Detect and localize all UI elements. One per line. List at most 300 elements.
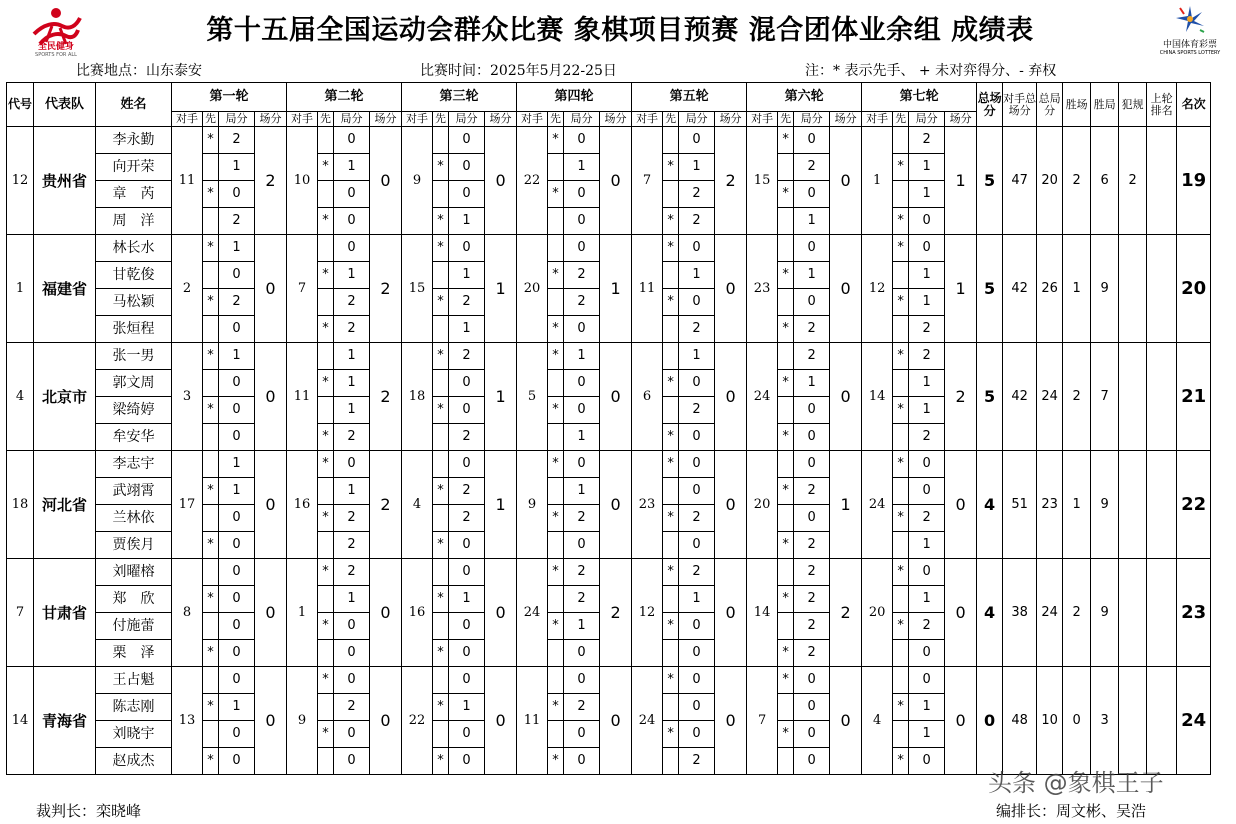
- previous-rank: [1147, 667, 1177, 775]
- game-score: 2: [334, 316, 370, 343]
- opponent-code: 24: [862, 451, 893, 559]
- first-move-mark: *: [433, 478, 449, 505]
- first-move-mark: [893, 640, 909, 667]
- total-game-score: 24: [1037, 343, 1063, 451]
- header-wins-game: 胜局: [1091, 83, 1119, 127]
- game-score: 1: [909, 370, 945, 397]
- header-round-5: 第五轮: [632, 83, 747, 112]
- match-score: 0: [830, 127, 862, 235]
- first-move-mark: *: [433, 289, 449, 316]
- total-game-score: 26: [1037, 235, 1063, 343]
- first-move-mark: [203, 262, 219, 289]
- first-move-mark: [433, 262, 449, 289]
- game-score: 0: [794, 424, 830, 451]
- first-move-mark: [318, 694, 334, 721]
- table-header: [7, 83, 1211, 127]
- table-row: [7, 127, 1211, 154]
- first-move-mark: [663, 397, 679, 424]
- game-score: 2: [909, 613, 945, 640]
- first-move-mark: [203, 721, 219, 748]
- page-header: [0, 0, 1236, 82]
- player-name: 向开荣: [96, 154, 172, 181]
- opponent-code: 12: [632, 559, 663, 667]
- game-score: 0: [449, 721, 485, 748]
- header-opponent: 对手: [862, 112, 893, 127]
- game-score: 2: [794, 343, 830, 370]
- header-match-score: 场分: [485, 112, 517, 127]
- game-score: 0: [679, 640, 715, 667]
- first-move-mark: *: [548, 748, 564, 775]
- game-score: 1: [449, 694, 485, 721]
- game-score: 2: [334, 532, 370, 559]
- match-score: 2: [370, 343, 402, 451]
- header-round-3: 第三轮: [402, 83, 517, 112]
- game-score: 0: [564, 127, 600, 154]
- opponent-code: 22: [517, 127, 548, 235]
- game-score: 1: [334, 397, 370, 424]
- first-move-mark: [893, 370, 909, 397]
- first-move-mark: *: [433, 586, 449, 613]
- first-move-mark: *: [663, 370, 679, 397]
- match-score: 0: [600, 667, 632, 775]
- first-move-mark: *: [778, 586, 794, 613]
- game-score: 1: [564, 424, 600, 451]
- match-score: 0: [715, 235, 747, 343]
- game-score: 0: [219, 613, 255, 640]
- header-fouls: 犯规: [1119, 83, 1147, 127]
- player-name: 周 洋: [96, 208, 172, 235]
- first-move-mark: [433, 613, 449, 640]
- opponent-code: 16: [402, 559, 433, 667]
- header-first-move: 先: [778, 112, 794, 127]
- first-move-mark: *: [893, 397, 909, 424]
- opponent-code: 15: [402, 235, 433, 343]
- game-score: 0: [449, 154, 485, 181]
- chief-arranger: 编排长：周文彬、吴浩: [996, 802, 1147, 820]
- match-score: 0: [370, 127, 402, 235]
- game-score: 0: [794, 667, 830, 694]
- header-opponent: 对手: [402, 112, 433, 127]
- header-team: 代表队: [34, 83, 96, 127]
- game-score: 1: [449, 262, 485, 289]
- first-move-mark: [318, 289, 334, 316]
- game-score: 0: [679, 721, 715, 748]
- first-move-mark: [203, 370, 219, 397]
- header-opponent: 对手: [747, 112, 778, 127]
- game-score: 2: [219, 208, 255, 235]
- opponent-code: 24: [747, 343, 778, 451]
- first-move-mark: [318, 235, 334, 262]
- opponent-code: 8: [172, 559, 203, 667]
- game-score: 0: [564, 397, 600, 424]
- opponent-code: 6: [632, 343, 663, 451]
- opponent-code: 11: [517, 667, 548, 775]
- total-game-score: 23: [1037, 451, 1063, 559]
- first-move-mark: *: [893, 343, 909, 370]
- venue-info: 比赛地点：山东泰安: [76, 63, 202, 79]
- game-wins: 6: [1091, 127, 1119, 235]
- first-move-mark: *: [433, 532, 449, 559]
- fouls: [1119, 343, 1147, 451]
- team-name: 河北省: [34, 451, 96, 559]
- game-score: 0: [449, 532, 485, 559]
- game-score: 0: [909, 235, 945, 262]
- first-move-mark: [893, 181, 909, 208]
- header-first-move: 先: [433, 112, 449, 127]
- fouls: [1119, 559, 1147, 667]
- opponent-code: 14: [862, 343, 893, 451]
- first-move-mark: *: [893, 289, 909, 316]
- match-score: 0: [255, 451, 287, 559]
- game-score: 1: [564, 343, 600, 370]
- game-score: 0: [564, 532, 600, 559]
- first-move-mark: *: [318, 667, 334, 694]
- first-move-mark: [663, 478, 679, 505]
- first-move-mark: [663, 694, 679, 721]
- first-move-mark: *: [203, 343, 219, 370]
- match-score: 0: [600, 451, 632, 559]
- match-score: 1: [600, 235, 632, 343]
- first-move-mark: *: [778, 181, 794, 208]
- first-move-mark: *: [433, 397, 449, 424]
- game-score: 0: [334, 451, 370, 478]
- player-name: 牟安华: [96, 424, 172, 451]
- first-move-mark: [893, 667, 909, 694]
- first-move-mark: *: [778, 721, 794, 748]
- game-score: 0: [219, 316, 255, 343]
- first-move-mark: *: [203, 748, 219, 775]
- match-score: 0: [485, 667, 517, 775]
- opponent-code: 1: [287, 559, 318, 667]
- game-score: 0: [219, 262, 255, 289]
- total-game-score: 24: [1037, 559, 1063, 667]
- first-move-mark: [663, 532, 679, 559]
- game-score: 0: [794, 748, 830, 775]
- game-score: 1: [219, 154, 255, 181]
- logo-right-en: CHINA SPORTS LOTTERY: [1159, 50, 1221, 56]
- game-score: 0: [679, 694, 715, 721]
- team-code: 18: [7, 451, 34, 559]
- first-move-mark: *: [663, 235, 679, 262]
- match-score: 2: [945, 343, 977, 451]
- game-score: 0: [334, 127, 370, 154]
- game-score: 1: [909, 532, 945, 559]
- header-game-score: 局分: [794, 112, 830, 127]
- first-move-mark: [318, 640, 334, 667]
- game-score: 1: [219, 235, 255, 262]
- first-move-mark: [893, 586, 909, 613]
- first-move-mark: [318, 586, 334, 613]
- game-score: 2: [794, 640, 830, 667]
- first-move-mark: [548, 721, 564, 748]
- game-score: 0: [909, 478, 945, 505]
- game-score: 0: [449, 181, 485, 208]
- game-score: 2: [679, 505, 715, 532]
- match-wins: 1: [1063, 451, 1091, 559]
- opponent-code: 12: [862, 235, 893, 343]
- page-title: 第十五届全国运动会群众比赛 象棋项目预赛 混合团体业余组 成绩表: [206, 15, 1034, 46]
- game-score: 0: [794, 181, 830, 208]
- match-score: 0: [370, 667, 402, 775]
- match-score: 0: [485, 127, 517, 235]
- game-score: 0: [564, 640, 600, 667]
- player-name: 张一男: [96, 343, 172, 370]
- player-name: 陈志刚: [96, 694, 172, 721]
- first-move-mark: *: [893, 208, 909, 235]
- match-score: 0: [715, 343, 747, 451]
- opponent-code: 7: [747, 667, 778, 775]
- first-move-mark: [663, 748, 679, 775]
- game-score: 0: [219, 532, 255, 559]
- player-name: 贾俟月: [96, 532, 172, 559]
- first-move-mark: [548, 424, 564, 451]
- first-move-mark: *: [203, 586, 219, 613]
- game-score: 0: [334, 181, 370, 208]
- game-wins: 9: [1091, 235, 1119, 343]
- first-move-mark: [203, 613, 219, 640]
- header-match-score: 场分: [830, 112, 862, 127]
- game-score: 2: [564, 289, 600, 316]
- match-score: 0: [255, 235, 287, 343]
- first-move-mark: [318, 532, 334, 559]
- results-table: [6, 82, 1211, 775]
- first-move-mark: [318, 397, 334, 424]
- first-move-mark: *: [203, 127, 219, 154]
- first-move-mark: [778, 451, 794, 478]
- first-move-mark: *: [893, 235, 909, 262]
- game-score: 1: [909, 181, 945, 208]
- game-score: 0: [564, 316, 600, 343]
- match-score: 0: [600, 127, 632, 235]
- header-game-score: 局分: [219, 112, 255, 127]
- first-move-mark: [893, 262, 909, 289]
- match-score: 2: [715, 127, 747, 235]
- game-score: 2: [679, 316, 715, 343]
- total-match-score: 4: [977, 451, 1003, 559]
- game-score: 0: [564, 451, 600, 478]
- game-score: 2: [909, 316, 945, 343]
- first-move-mark: *: [433, 694, 449, 721]
- first-move-mark: *: [663, 613, 679, 640]
- first-move-mark: [433, 505, 449, 532]
- first-move-mark: *: [433, 208, 449, 235]
- opponent-code: 24: [517, 559, 548, 667]
- first-move-mark: [548, 532, 564, 559]
- game-score: 0: [449, 667, 485, 694]
- header-match-score: 场分: [600, 112, 632, 127]
- first-move-mark: [318, 343, 334, 370]
- first-move-mark: *: [318, 451, 334, 478]
- game-score: 0: [334, 208, 370, 235]
- game-score: 2: [794, 316, 830, 343]
- previous-rank: [1147, 343, 1177, 451]
- first-move-mark: *: [548, 262, 564, 289]
- final-rank: 24: [1177, 667, 1211, 775]
- first-move-mark: *: [893, 613, 909, 640]
- header-round-7: 第七轮: [862, 83, 977, 112]
- header-code: 代号: [7, 83, 34, 127]
- first-move-mark: *: [548, 505, 564, 532]
- first-move-mark: *: [778, 640, 794, 667]
- game-score: 2: [679, 559, 715, 586]
- header-rank: 名次: [1177, 83, 1211, 127]
- game-score: 2: [219, 127, 255, 154]
- player-name: 林长水: [96, 235, 172, 262]
- game-score: 0: [449, 451, 485, 478]
- first-move-mark: [663, 262, 679, 289]
- game-score: 0: [449, 370, 485, 397]
- first-move-mark: *: [203, 235, 219, 262]
- first-move-mark: [433, 667, 449, 694]
- game-score: 2: [679, 397, 715, 424]
- final-rank: 23: [1177, 559, 1211, 667]
- match-score: 1: [485, 451, 517, 559]
- header-game-score: 局分: [564, 112, 600, 127]
- opponent-code: 16: [287, 451, 318, 559]
- table-row: [7, 235, 1211, 262]
- game-score: 2: [794, 478, 830, 505]
- team-code: 14: [7, 667, 34, 775]
- header-first-move: 先: [203, 112, 219, 127]
- total-match-score: 4: [977, 559, 1003, 667]
- first-move-mark: [203, 424, 219, 451]
- game-score: 2: [449, 478, 485, 505]
- game-score: 2: [564, 262, 600, 289]
- game-score: 2: [909, 343, 945, 370]
- game-score: 0: [219, 748, 255, 775]
- first-move-mark: *: [548, 343, 564, 370]
- logo-left-cn: 全民健身: [37, 42, 74, 52]
- player-name: 郑 欣: [96, 586, 172, 613]
- game-score: 1: [909, 586, 945, 613]
- first-move-mark: *: [318, 370, 334, 397]
- match-score: 0: [945, 559, 977, 667]
- match-score: 2: [600, 559, 632, 667]
- game-score: 2: [219, 289, 255, 316]
- player-name: 赵成杰: [96, 748, 172, 775]
- opponent-code: 23: [747, 235, 778, 343]
- first-move-mark: *: [893, 451, 909, 478]
- final-rank: 22: [1177, 451, 1211, 559]
- game-score: 2: [679, 181, 715, 208]
- game-score: 0: [334, 235, 370, 262]
- header-round-6: 第六轮: [747, 83, 862, 112]
- first-move-mark: [318, 748, 334, 775]
- game-score: 2: [679, 208, 715, 235]
- first-move-mark: *: [318, 424, 334, 451]
- total-match-score: 5: [977, 127, 1003, 235]
- game-score: 0: [679, 667, 715, 694]
- opponent-total-score: 38: [1003, 559, 1037, 667]
- first-move-mark: [893, 532, 909, 559]
- first-move-mark: [778, 289, 794, 316]
- first-move-mark: *: [778, 478, 794, 505]
- first-move-mark: [663, 316, 679, 343]
- first-move-mark: *: [318, 316, 334, 343]
- first-move-mark: *: [548, 559, 564, 586]
- game-score: 1: [679, 343, 715, 370]
- game-score: 0: [909, 451, 945, 478]
- first-move-mark: [778, 397, 794, 424]
- match-score: 1: [830, 451, 862, 559]
- first-move-mark: *: [433, 748, 449, 775]
- opponent-code: 22: [402, 667, 433, 775]
- header-opponent: 对手: [172, 112, 203, 127]
- first-move-mark: *: [663, 208, 679, 235]
- game-score: 0: [794, 451, 830, 478]
- game-score: 0: [679, 613, 715, 640]
- header-game-score: 局分: [334, 112, 370, 127]
- match-score: 0: [830, 667, 862, 775]
- match-wins: 0: [1063, 667, 1091, 775]
- opponent-code: 20: [747, 451, 778, 559]
- first-move-mark: [778, 613, 794, 640]
- team-code: 1: [7, 235, 34, 343]
- game-score: 1: [564, 154, 600, 181]
- header-match-score: 场分: [945, 112, 977, 127]
- game-score: 0: [334, 667, 370, 694]
- match-score: 0: [485, 559, 517, 667]
- first-move-mark: [548, 370, 564, 397]
- opponent-code: 20: [862, 559, 893, 667]
- header-first-move: 先: [893, 112, 909, 127]
- first-move-mark: *: [203, 478, 219, 505]
- first-move-mark: [548, 667, 564, 694]
- game-score: 0: [219, 370, 255, 397]
- first-move-mark: [778, 748, 794, 775]
- game-score: 0: [679, 370, 715, 397]
- player-name: 郭文周: [96, 370, 172, 397]
- first-move-mark: [893, 316, 909, 343]
- player-name: 王占魁: [96, 667, 172, 694]
- game-score: 0: [909, 208, 945, 235]
- game-score: 1: [909, 397, 945, 424]
- first-move-mark: *: [778, 370, 794, 397]
- player-name: 章 芮: [96, 181, 172, 208]
- game-score: 0: [334, 613, 370, 640]
- opponent-total-score: 42: [1003, 235, 1037, 343]
- first-move-mark: [778, 235, 794, 262]
- previous-rank: [1147, 127, 1177, 235]
- header-match-score: 场分: [715, 112, 747, 127]
- match-wins: 2: [1063, 559, 1091, 667]
- first-move-mark: *: [548, 181, 564, 208]
- match-score: 0: [255, 667, 287, 775]
- first-move-mark: *: [203, 397, 219, 424]
- first-move-mark: [433, 559, 449, 586]
- match-wins: 2: [1063, 343, 1091, 451]
- first-move-mark: *: [663, 289, 679, 316]
- game-score: 1: [909, 289, 945, 316]
- first-move-mark: *: [663, 424, 679, 451]
- first-move-mark: [548, 154, 564, 181]
- game-score: 2: [794, 613, 830, 640]
- first-move-mark: [433, 127, 449, 154]
- game-score: 2: [334, 505, 370, 532]
- first-move-mark: *: [663, 667, 679, 694]
- first-move-mark: [318, 181, 334, 208]
- first-move-mark: *: [433, 343, 449, 370]
- game-score: 0: [564, 748, 600, 775]
- game-score: 1: [794, 208, 830, 235]
- first-move-mark: [893, 721, 909, 748]
- game-score: 1: [564, 478, 600, 505]
- opponent-total-score: 48: [1003, 667, 1037, 775]
- first-move-mark: *: [893, 748, 909, 775]
- game-score: 2: [909, 127, 945, 154]
- first-move-mark: [778, 559, 794, 586]
- match-score: 1: [945, 235, 977, 343]
